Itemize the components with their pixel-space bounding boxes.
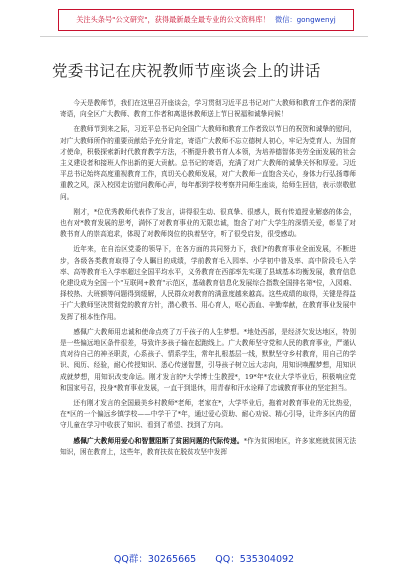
header-divider <box>40 36 368 37</box>
paragraph: 还有刚才发言的全国最美乡村教师*老师，老家在*，大学毕业后，拖着对教育事业的无比热爱，在*区的一个偏远乡镇学校——中学干了*年，通过爱心资助、耐心劝说、精心引导，让许多区内的留守儿童在学习中收获了知识、看到了希望、找到了方向。 <box>60 399 356 430</box>
paragraph: 近年来，在自治区党委的领导下，在各方面的共同努力下，我们*的教育事业全面发展，不断进步，各级各类教育取得了令人瞩目的成绩，学前教育毛入园率、小学初中普及率、高中阶段毛入学率、高等教育毛入学率超过全国平均水平，义务教育在西部率先实现了县域基本均衡发展，教育信息化建设成为全国一个"互联网+教育"示范区，基础教育信息化发展综合指数全国排名第*位，入园难、择校热、大班额等问题得到缓解，人民群众对教育的满意度越来越高。这些成绩的取得，关键是得益于广大教师坚决贯彻党的教育方针，潜心教书、用心育人，呕心沥血、辛勤奉献，在教育事业发展中发挥了根本性作用。 <box>60 245 356 321</box>
paragraph: 感佩广大教师用爱心和智慧阻断了贫困问题的代际传递。*作为贫困地区，许多家庭就贫困无法知识，困在教育上，这些年，教育扶贫在脱贫攻坚中发挥 <box>60 436 356 456</box>
footer-qq-group: QQ群：30265665 <box>113 554 197 565</box>
header-banner <box>58 9 354 31</box>
banner-promo-text: 关注头条号"公文研究"，获得最新最全最专业的公文资料库！ <box>76 15 270 24</box>
footer-qq: QQ：535304092 <box>215 554 295 565</box>
paragraph: 刚才，*位优秀教师代表作了发言，讲得很生动、很真挚、很感人，既有传道授业解惑的体会，也有对*教育发展的思考，满怀了对教育事业的无限忠诚，饱含了对广大学生的深情关爱，彰显了对教书育人的崇高追求，体现了对教师岗位的执着坚守，听了很受启发，很受感动。 <box>60 207 356 239</box>
paragraph: 在教师节到来之际，习近平总书记向全国广大教师和教育工作者致以节日的祝贺和诚挚的慰问，对广大教师所作的重要贡献给予充分肯定，寄语广大教师不忘立德树人初心，牢记为党育人、为国育才使命，积极探索新时代教育教学方法，不断提升教书育人本领，为培养德智体美劳全面发展的社会主义建设者和接班人作出新的更大贡献。总书记的寄语，充满了对广大教师的诚挚关怀和厚爱。习近平总书记始终高度重视教育工作，真切关心教师发展，对广大教师一直饱含关心，身体力行弘扬尊师重教之风，深入校园走访慰问教师心声，每年都到学校考察并同师生座谈，给师生回信，表示崇敬慰问。 <box>60 125 356 201</box>
document-body <box>60 98 356 544</box>
footer-contacts <box>0 551 408 565</box>
paragraph: 今天是教师节，我们在这里召开座谈会，学习贯彻习近平总书记对广大教师和教育工作者的深情寄语，向全区广大教师、教育工作者和离退休教师送上节日祝福和诚挚问候！ <box>60 99 356 119</box>
paragraph: 感佩广大教师用忠诚和使命点亮了万千孩子的人生梦想。*地处西部，是经济欠发达地区，特别是一些偏远地区条件很差，导致许多孩子输在起跑线上。广大教师坚守党和人民的教育事业，严谨认真对待自己的神圣职责，心系孩子、情系学生，常年扎根基层一线，默默坚守乡村教育，用自己的学识、阅历、经验，耐心传授知识、悉心传递智慧，引导孩子树立远大志向，用知识唤醒梦想，用知识成就梦想，用知识改变命运。刚才发言的*大学博士生教授*，19*年*农业大学毕业后，积极响应党和国家号召，投身*教育事业发展，一直干到退休，用青春和汗水诠释了忠诚教育事业的坚定担当。 <box>60 327 356 392</box>
banner-wechat-text: 微信：gongwenyj <box>275 15 336 24</box>
paragraph-lead: 感佩广大教师用爱心和智慧阻断了贫困问题的代际传递。 <box>73 436 244 445</box>
document-title: 党委书记在庆祝教师节座谈会上的讲话 <box>52 62 321 80</box>
